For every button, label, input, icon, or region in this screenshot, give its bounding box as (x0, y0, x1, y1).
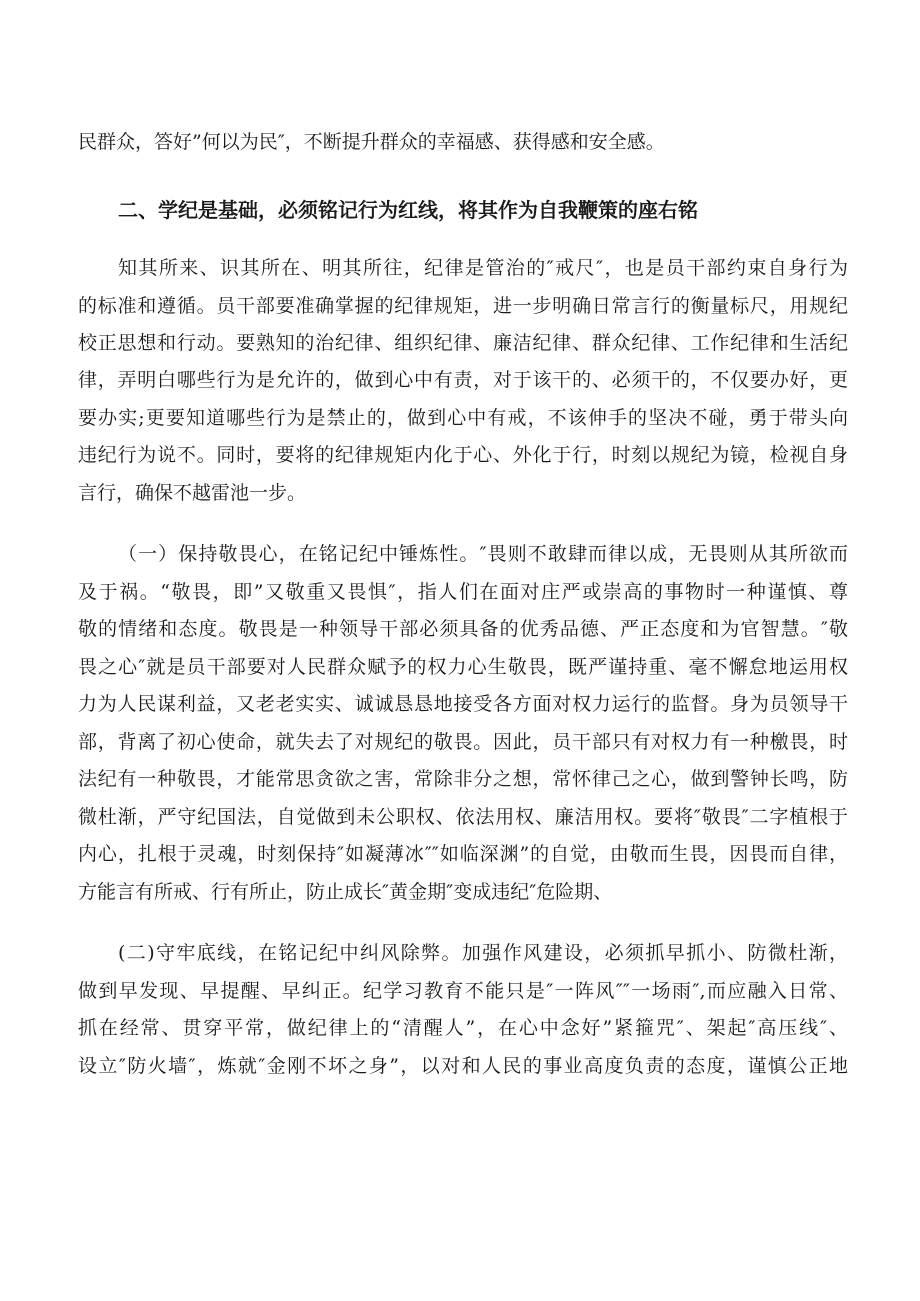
paragraph-line: 设立″防火墙″，炼就″金刚不坏之身”，以对和人民的事业高度负责的态度，谨慎公正地 (78, 1055, 848, 1077)
paragraph-line: 畏之心″就是员干部要对人民群众赋予的权力心生敬畏，既严谨持重、毫不懈怠地运用权 (78, 656, 848, 678)
paragraph-line: 方能言有所戒、行有所止，防止成长″黄金期″变成违纪″危险期、 (78, 881, 613, 903)
paragraph-line: 的标准和遵循。员干部要准确掌握的纪律规矩，进一步明确日常言行的衡量标尺，用规纪 (78, 295, 848, 317)
paragraph-line: 言行，确保不越雷池一步。 (78, 482, 307, 504)
paragraph-line: 抓在经常、贯穿平常，做纪律上的“清醒人”，在心中念好”紧箍咒″、架起″高压线″、 (78, 1017, 848, 1039)
paragraph-line: 微杜渐，严守纪国法，自觉做到未公职权、依法用权、廉洁用权。要将″敬畏″二字植根于 (78, 806, 848, 828)
paragraph-line: 校正思想和行动。要熟知的治纪律、组织纪律、廉洁纪律、群众纪律、工作纪律和生活纪 (78, 332, 848, 354)
paragraph-line: 律，弄明白哪些行为是允许的，做到心中有责，对于该干的、必须干的，不仅要办好，更 (78, 369, 848, 391)
paragraph-line: 做到早发现、早提醒、早纠正。纪学习教育不能只是″一阵风″″一场雨″,而应融入日常、 (78, 980, 848, 1002)
paragraph-line: (二)守牢底线，在铭记纪中纠风除弊。加强作风建设，必须抓早抓小、防微杜渐， (118, 942, 848, 964)
paragraph-line: 内心，扎根于灵魂，时刻保持″如凝薄冰″″如临深渊”的自觉，由敬而生畏，因畏而自律， (78, 843, 848, 865)
paragraph-line: 知其所来、识其所在、明其所往，纪律是管治的″戒尺″，也是员干部约束自身行为 (118, 257, 848, 279)
paragraph-line: （一）保持敬畏心，在铭记纪中锤炼性。″畏则不敢肆而律以成，无畏则从其所欲而 (118, 543, 848, 565)
paragraph-line: 及于祸。“敬畏，即”又敬重又畏惧″，指人们在面对庄严或崇高的事物时一种谨慎、尊 (78, 581, 848, 603)
paragraph-line: 力为人民谋利益，又老老实实、诚诚恳恳地接受各方面对权力运行的监督。身为员领导干 (78, 693, 848, 715)
paragraph-line: 民群众，答好”何以为民″，不断提升群众的幸福感、获得感和安全感。 (78, 131, 665, 153)
paragraph-line: 要办实;更要知道哪些行为是禁止的，做到心中有戒，不该伸手的坚决不碰，勇于带头向 (78, 407, 848, 429)
paragraph-line: 部，背离了初心使命，就失去了对规纪的敬畏。因此，员干部只有对权力有一种檄畏，时 (78, 731, 848, 753)
paragraph-line: 法纪有一种敬畏，才能常思贪欲之害，常除非分之想，常怀律己之心，做到警钟长鸣，防 (78, 768, 848, 790)
paragraph-line: 敬的情绪和态度。敬畏是一种领导干部必须具备的优秀品德、严正态度和为官智慧。″敬 (78, 618, 848, 640)
section-heading: 二、学纪是基础，必须铭记行为红线，将其作为自我鞭策的座右铭 (118, 198, 698, 222)
paragraph-line: 违纪行为说不。同时，要将的纪律规矩内化于心、外化于行，时刻以规纪为镜，检视自身 (78, 444, 848, 466)
